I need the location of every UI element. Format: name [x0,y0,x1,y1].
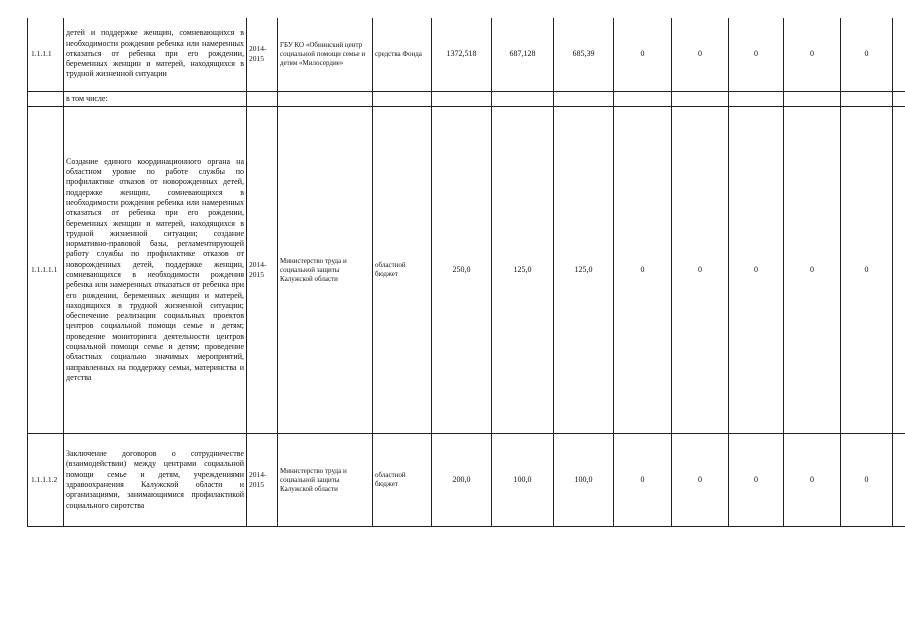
row-value: 0 [672,17,729,92]
row-organization: ГБУ КО «Обнинский центр социальной помощи семье и детям «Милосердие» [278,17,373,92]
row-value: 125,0 [554,107,614,434]
row-value: 0 [614,434,672,527]
row-value: 0 [784,107,841,434]
row-value: 100,0 [554,434,614,527]
row-value: 0 [729,17,784,92]
row-value: 1372,518 [432,17,492,92]
row-years: 2014-2015 [247,107,278,434]
row-value: 0 [784,17,841,92]
row-years: 2014-2015 [247,434,278,527]
row-id: 1.1.1.1.1 [28,107,64,434]
row-value: 0 [729,434,784,527]
row-years: 2014-2015 [247,17,278,92]
row-source: областной бюджет [373,434,432,527]
row-empty-cell [893,17,905,92]
row-empty-cell [432,92,492,107]
row-empty-cell [492,92,554,107]
row-organization: Министерство труда и социальной защиты Калужской области [278,434,373,527]
row-value: 0 [672,434,729,527]
row-empty-cell [373,92,432,107]
row-value: 0 [672,107,729,434]
row-empty-cell [247,92,278,107]
row-value: 0 [841,107,893,434]
row-empty-cell [554,92,614,107]
row-empty-cell [784,92,841,107]
row-empty-cell [893,107,905,434]
row-value: 0 [614,107,672,434]
row-value: 250,0 [432,107,492,434]
row-empty-cell [672,92,729,107]
row-value: 125,0 [492,107,554,434]
row-empty-cell [893,92,905,107]
row-value: 0 [614,17,672,92]
row-id: 1.1.1.1 [28,17,64,92]
program-table [27,16,905,527]
row-source: областной бюджет [373,107,432,434]
table-row [28,17,905,92]
row-value: 200,0 [432,434,492,527]
row-value: 0 [729,107,784,434]
row-value: 100,0 [492,434,554,527]
page-crop-edge [27,16,905,18]
row-empty-cell [729,92,784,107]
row-value: 685,39 [554,17,614,92]
row-value: 0 [784,434,841,527]
row-id: 1.1.1.1.2 [28,434,64,527]
row-description: Заключение договоров о сотрудничестве (взаимодействии) между центрами социальной помощи семье и детям, учреждениями здравоохранения Калужской области и организациями, занимающимися профилактикой социального сиротства [64,434,247,527]
row-empty-cell [278,92,373,107]
table-row [28,434,905,527]
row-value: 0 [841,17,893,92]
row-value: 687,128 [492,17,554,92]
row-value: 0 [841,434,893,527]
row-empty-cell [841,92,893,107]
row-source: средства Фонда [373,17,432,92]
row-id [28,92,64,107]
row-empty-cell [614,92,672,107]
document-page [27,16,905,527]
table-row [28,92,905,107]
including-label: в том числе: [64,92,247,107]
row-empty-cell [893,434,905,527]
table-row [28,107,905,434]
row-organization: Министерство труда и социальной защиты Калужской области [278,107,373,434]
row-description: детей и поддержке женщин, сомневающихся в необходимости рождения ребенка или намеренных отказаться от ребенка при его рождении, беременных женщин и матерей, находящихся в трудной жизненной ситуации [64,17,247,92]
row-description: Создание единого координационного органа на областном уровне по работе службы по профилактике отказов от новорожденных детей, поддержке женщин, сомневающихся в необходимости рождения ребенка или намеренных отказаться от ребенка при его рождении, беременных женщин и матерей, находящихся в трудной жизненной ситуации; создание нормативно-правовой базы, регламентирующей работу службы по профилактике отказов от новорожденных детей, поддержке женщин, сомневающихся в необходимости рождения ребенка или намеренных отказаться от ребенка при его рождении, беременных женщин и матерей, находящихся в трудной жизненной ситуации; обеспечение реализации социальных проектов центров социальной помощи семье и детям; проведение мониторинга деятельности центров социальной помощи семье и детям; проведение областных социально значимых мероприятий, направленных на поддержку семьи, материнства и детства [64,107,247,434]
